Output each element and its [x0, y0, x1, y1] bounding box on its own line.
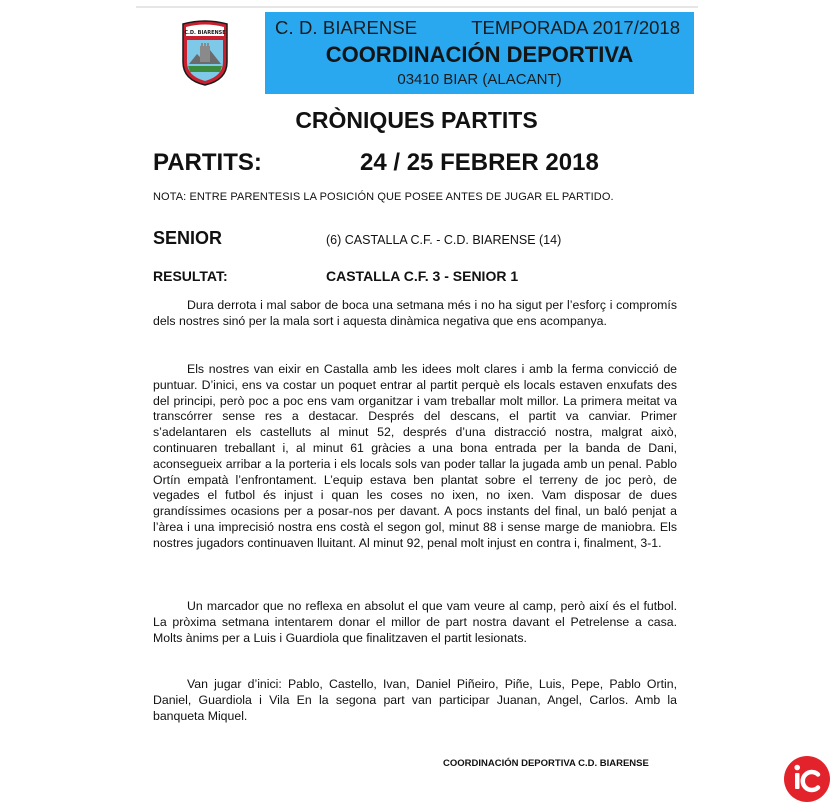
- fixture-text: (6) CASTALLA C.F. - C.D. BIARENSE (14): [326, 233, 562, 247]
- department-title: COORDINACIÓN DEPORTIVA: [325, 42, 634, 67]
- footer-signature: COORDINACIÓN DEPORTIVA C.D. BIARENSE: [443, 758, 649, 769]
- svg-text:C.D. BIARENSE: C.D. BIARENSE: [184, 30, 226, 36]
- club-name: C. D. BIARENSE: [275, 17, 418, 38]
- chronicle-paragraph: Dura derrota i mal sabor de boca una setmana més i no ha sigut per l’esforç i compromís dels nostres sinó per la mala sort i aquesta dinàmica negativa que ens acompanya.: [153, 298, 677, 328]
- result-label: RESULTAT:: [153, 268, 228, 284]
- chronicle-paragraph: Un marcador que no reflexa en absolut el que vam veure al camp, però així és el futbol. La pròxima setmana intentarem donar el millor de part nostra davant el Petrelense a casa. Molts ànims per a Luis i Guardiola que finalitzaven el partit lesionats.: [153, 599, 677, 645]
- partits-label: PARTITS:: [153, 149, 262, 176]
- chronicle-paragraph: Van jugar d’inici: Pablo, Castello, Ivan, Daniel Piñeiro, Piñe, Luis, Pepe, Pablo Ortin, Daniel, Guardiola i Vila En la segona part van participar Juanan, Angel, Carlos. Amb la banqueta Miquel.: [153, 677, 677, 723]
- match-date: 24 / 25 FEBRER 2018: [360, 149, 599, 176]
- club-location: 03410 BIAR (ALACANT): [397, 71, 562, 88]
- club-crest-icon: [180, 20, 230, 86]
- ic-logo-icon: [784, 756, 830, 802]
- position-note: NOTA: ENTRE PARENTESIS LA POSICIÓN QUE POSEE ANTES DE JUGAR EL PARTIDO.: [153, 191, 614, 203]
- season-label: TEMPORADA 2017/2018: [471, 17, 680, 38]
- chronicle-paragraph: Els nostres van eixir en Castalla amb les idees molt clares i amb la ferma convicció de puntuar. D’inici, ens va costar un poquet entrar al partit perquè els locals estaven enxufats des del principi, però poc a poc ens vam organitzar i vam treballar molt millor. La primera meitat va transcórrer sense res a destacar. Després del descans, el partit va canviar. Primer s’adelantaren els castelluts al minut 52, després d’una distracció nostra, malgrat això, continuaren treballant i, al minut 61 gràcies a una bona entrada per la banda de Dani, aconsegueix arribar a la porteria i els locals sols van poder tallar la jugada amb un penal. Pablo Ortín empatà l’enfrontament. L’equip estava ben plantat sobre el terreny de joc però, de vegades el futbol és injust i quan les coses no ixen, no ixen. Vam disposar de dues grandíssimes ocasions per a posar-nos per davant. A pocs instants del final, un baló penjat a l’àrea i una imprecisió nostra ens costà el segon gol, minut 88 i sense marge de maniobra. Els nostres jugadors continuaven lluitant. Al minut 92, penal molt injust en contra i, finalment, 3-1.: [153, 362, 677, 550]
- header-banner: [265, 12, 694, 94]
- result-value: CASTALLA C.F. 3 - SENIOR 1: [326, 268, 519, 284]
- category-label: SENIOR: [153, 228, 223, 248]
- page-title: CRÒNIQUES PARTITS: [295, 107, 538, 133]
